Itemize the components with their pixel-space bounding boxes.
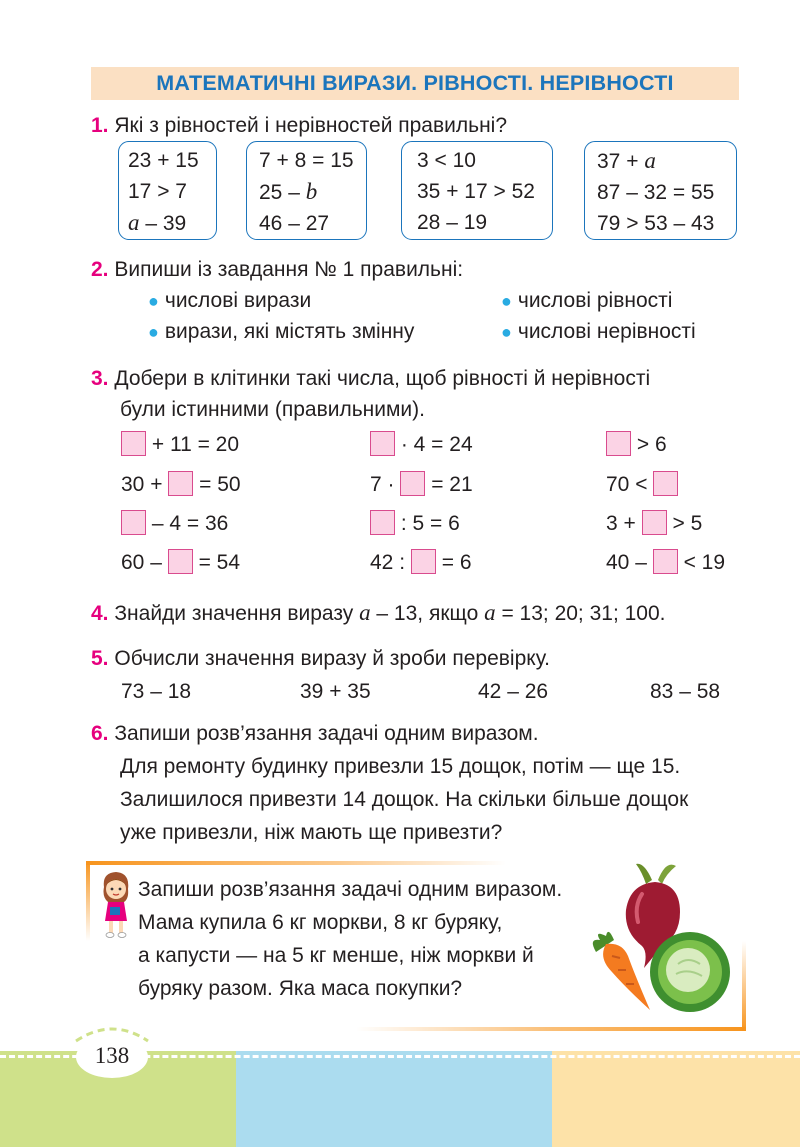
answer-cell[interactable] — [606, 431, 631, 456]
footer-band-yellow — [552, 1051, 800, 1147]
task-2-item-2: ● числові рівності — [501, 289, 673, 312]
equation: · 4 = 24 — [370, 431, 473, 459]
answer-cell[interactable] — [411, 549, 436, 574]
answer-cell[interactable] — [121, 510, 146, 535]
card-4-line-1: 37 + a — [597, 148, 656, 173]
task-2-item-1: ● числові вирази — [148, 289, 312, 312]
card-1-line-3: a – 39 — [128, 210, 187, 235]
task-5-number: 5. — [91, 647, 109, 670]
task-4-number: 4. — [91, 602, 109, 625]
cabbage-icon — [650, 932, 730, 1012]
card-3-line-3: 28 – 19 — [417, 211, 488, 234]
task-7-line: Запиши розв’язання задачі одним виразом. — [138, 878, 563, 901]
task-2-text: Випиши із завдання № 1 правильні: — [114, 258, 464, 281]
answer-cell[interactable] — [653, 471, 678, 496]
task-3-text-line-1: Добери в клітинки такі числа, щоб рівності й нерівності — [114, 367, 651, 390]
girl-icon — [96, 869, 136, 941]
card-4-line-2: 87 – 32 = 55 — [597, 181, 715, 204]
expression-card-1 — [118, 141, 217, 240]
variable-a: a — [359, 600, 371, 625]
variable-a: a — [484, 600, 496, 625]
task-3-number: 3. — [91, 367, 109, 390]
equation: 40 – < 19 — [606, 551, 726, 574]
card-4-line-3: 79 > 53 – 43 — [597, 212, 715, 235]
footer-band-blue — [236, 1051, 552, 1147]
variable-b: b — [305, 179, 318, 204]
answer-cell[interactable] — [400, 471, 425, 496]
equation: 3 + > 5 — [606, 512, 703, 535]
answer-cell[interactable] — [168, 549, 193, 574]
task-3-text-line-2: були істинними (правильними). — [120, 398, 425, 421]
page-title: МАТЕМАТИЧНІ ВИРАЗИ. РІВНОСТІ. НЕРІВНОСТІ — [156, 71, 674, 95]
vegetables-illustration — [582, 860, 732, 1022]
equation: + 11 = 20 — [121, 431, 239, 459]
page-number: 138 — [94, 1043, 130, 1068]
equation: 60 – = 54 — [121, 551, 241, 574]
task-2-number: 2. — [91, 258, 109, 281]
task-1-number: 1. — [91, 114, 109, 137]
expression-card-3 — [401, 141, 553, 240]
equation: – 4 = 36 — [121, 510, 228, 538]
card-2-line-2: 25 – b — [259, 179, 318, 204]
task-6-prompt: 6. Запиши розв’язання задачі одним виразом. — [91, 722, 539, 745]
bullet-icon: ● — [501, 291, 512, 311]
task-6-number: 6. — [91, 722, 109, 745]
task-7-line: буряку разом. Яка маса покупки? — [138, 977, 463, 1000]
expression: 73 – 18 — [121, 680, 192, 703]
variable-a: a — [128, 210, 140, 235]
task-5-text: Обчисли значення виразу й зроби перевірку. — [114, 647, 550, 670]
answer-cell[interactable] — [121, 431, 146, 456]
equation: 7 · = 21 — [370, 473, 473, 496]
card-3-line-2: 35 + 17 > 52 — [417, 180, 535, 203]
task-6-line: Залишилося привезти 14 дощок. На скільки більше дощок — [120, 788, 689, 811]
equation: 70 < — [606, 471, 678, 499]
answer-cell[interactable] — [370, 510, 395, 535]
expression: 83 – 58 — [650, 680, 721, 703]
task-6-line: Для ремонту будинку привезли 15 дощок, потім — ще 15. — [120, 755, 681, 778]
task-2-prompt — [91, 258, 463, 282]
answer-cell[interactable] — [168, 471, 193, 496]
card-1-line-2: 17 > 7 — [128, 180, 187, 203]
bullet-icon: ● — [148, 291, 159, 311]
answer-cell[interactable] — [653, 549, 678, 574]
task-7-line: а капусти — на 5 кг менше, ніж моркви й — [138, 944, 534, 967]
card-2-line-3: 46 – 27 — [259, 212, 330, 235]
expression: 42 – 26 — [478, 680, 549, 703]
task-7-line: Мама купила 6 кг моркви, 8 кг буряку, — [138, 911, 503, 934]
expression-card-4 — [584, 141, 737, 240]
task-3-prompt — [91, 367, 650, 391]
task-2-item-4: ● числові нерівності — [501, 320, 696, 343]
task-1-prompt — [91, 114, 507, 138]
expression: 39 + 35 — [300, 680, 371, 703]
task-1-text: Які з рівностей і нерівностей правильні? — [114, 114, 508, 137]
task-6-line: уже привезли, ніж мають ще привезти? — [120, 821, 503, 844]
bullet-icon: ● — [501, 322, 512, 342]
equation: : 5 = 6 — [370, 510, 460, 538]
task-5-prompt — [91, 647, 550, 671]
card-2-line-1: 7 + 8 = 15 — [259, 149, 354, 172]
equation: 30 + = 50 — [121, 473, 241, 496]
equation: > 6 — [606, 431, 667, 459]
expression-card-2 — [246, 141, 367, 240]
task-4-prompt: 4. Знайди значення виразу a – 13, якщо a = 13; 20; 31; 100. — [91, 600, 666, 625]
answer-cell[interactable] — [370, 431, 395, 456]
task-2-item-3: ● вирази, які містять змінну — [148, 320, 415, 343]
answer-cell[interactable] — [642, 510, 667, 535]
bullet-icon: ● — [148, 322, 159, 342]
card-3-line-1: 3 < 10 — [417, 149, 476, 172]
card-1-line-1: 23 + 15 — [128, 149, 199, 172]
variable-a: a — [644, 148, 656, 173]
equation: 42 : = 6 — [370, 551, 472, 574]
